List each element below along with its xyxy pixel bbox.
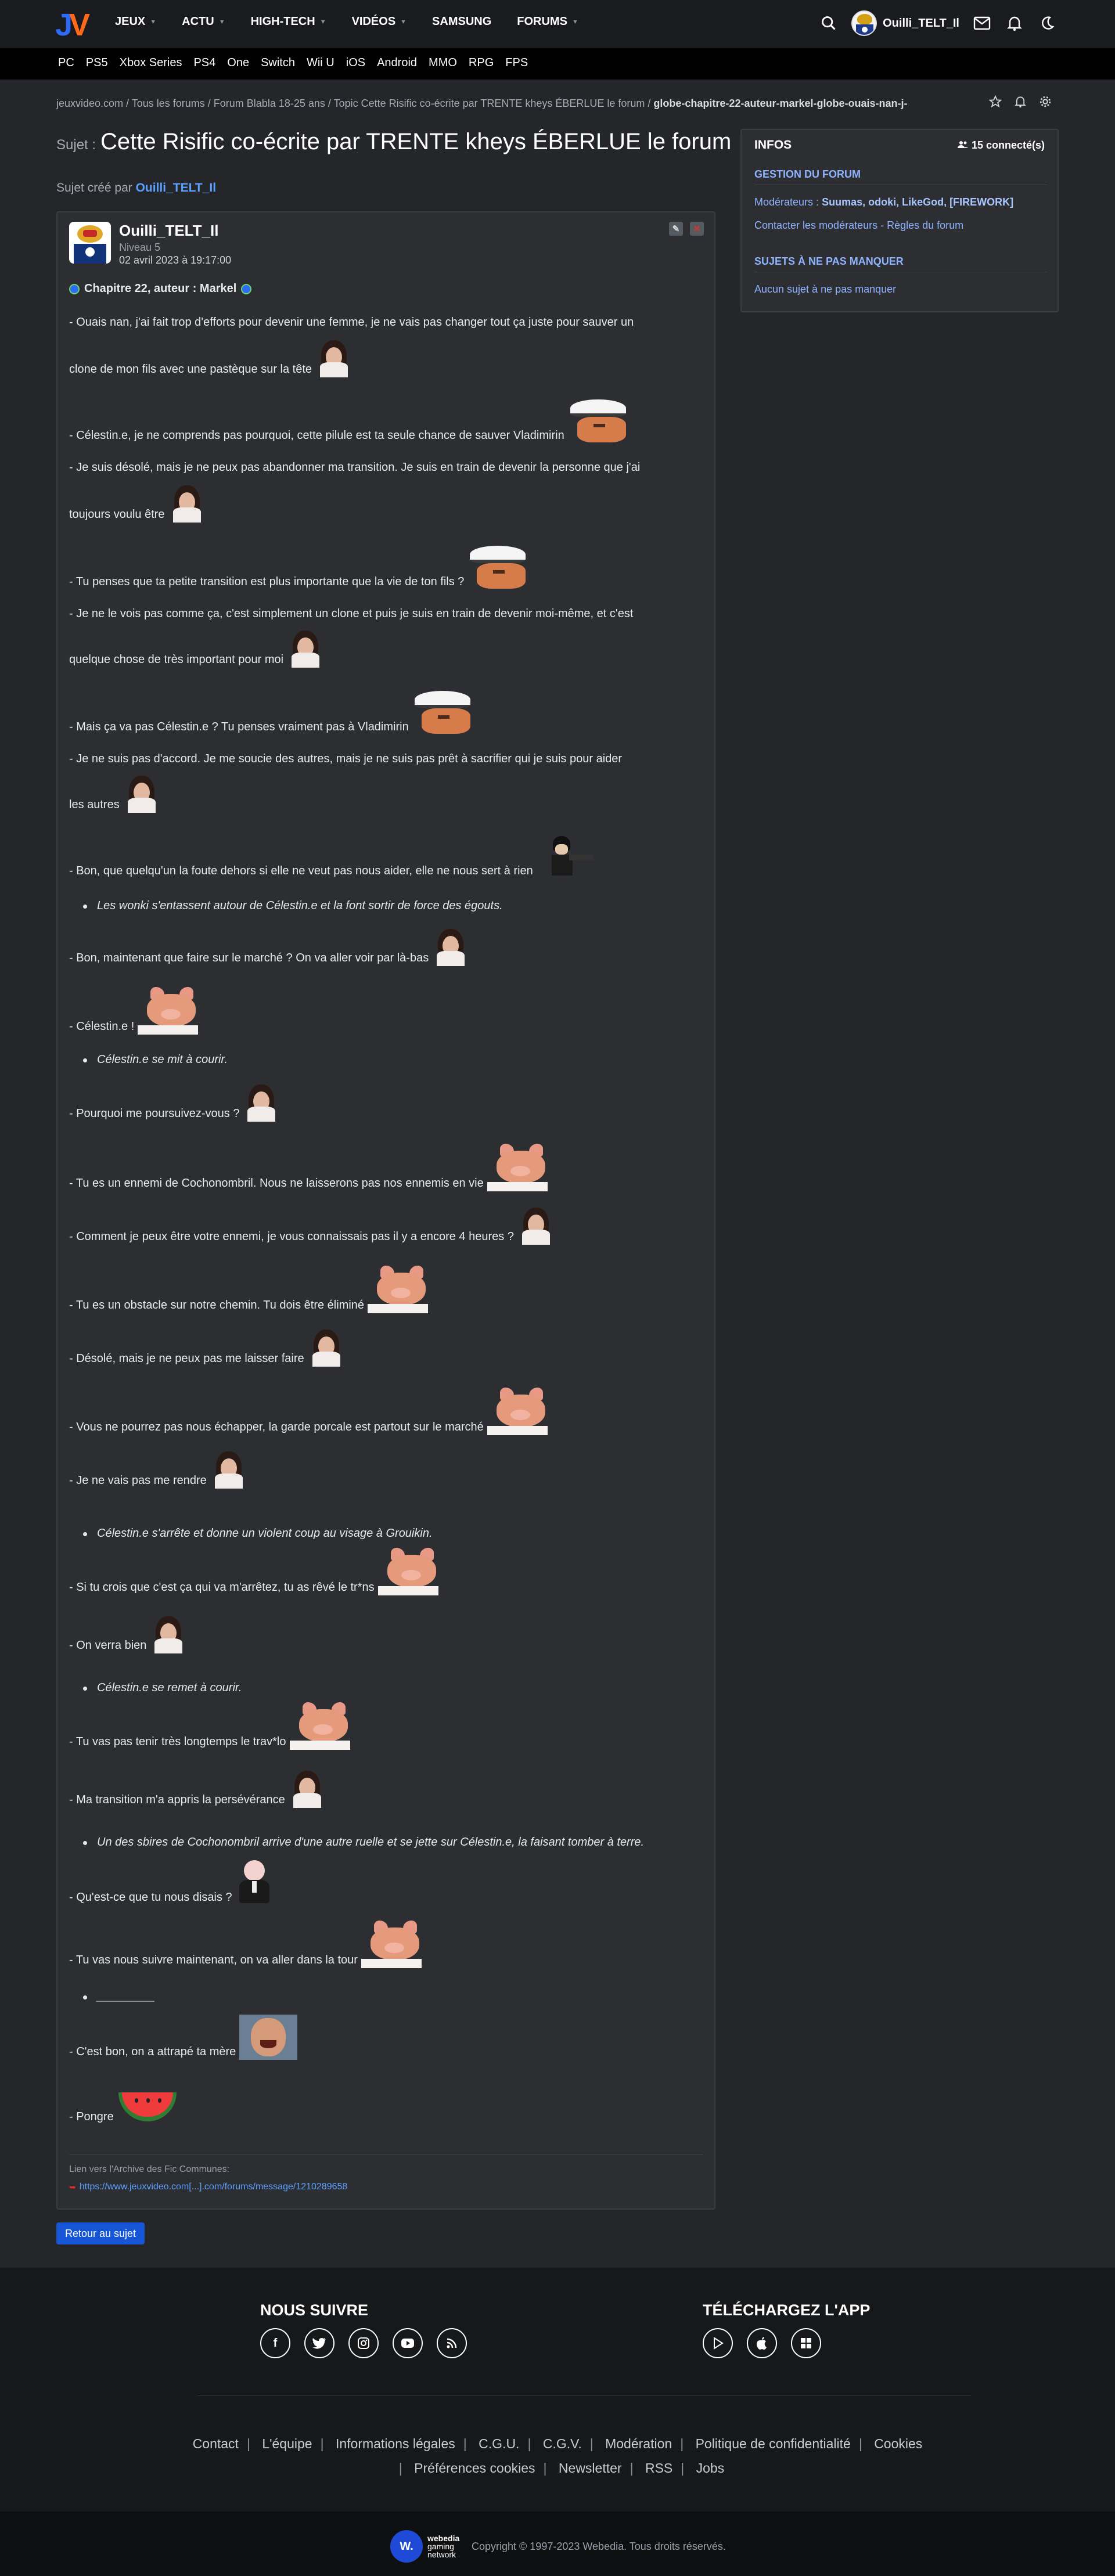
platform-fps[interactable]: FPS — [505, 56, 528, 69]
post-line: - Qu'est-ce que tu nous disais ? — [69, 1858, 274, 1905]
chevron-down-icon: ▼ — [218, 18, 225, 26]
issou-sticker-icon — [168, 484, 204, 523]
footer-link-cookies[interactable]: Cookies — [874, 2436, 923, 2451]
footer-link-privacy[interactable]: Politique de confidentialité — [695, 2436, 851, 2451]
menu-forums[interactable]: FORUMS ▼ — [517, 15, 578, 28]
post-line: - On verra bien — [69, 1615, 186, 1653]
platform-ps5[interactable]: PS5 — [85, 56, 108, 69]
breadcrumb-current: globe-chapitre-22-auteur-markel-globe-ouais-nan-j- — [653, 98, 908, 109]
jv-logo[interactable]: J V — [55, 8, 91, 42]
copyright-text: Copyright © 1997-2023 Webedia. Tous droits réservés. — [472, 2541, 726, 2552]
creator-link[interactable]: Ouilli_TELT_Il — [135, 181, 217, 194]
pig-sticker-icon — [378, 1548, 438, 1595]
issou-sticker-icon — [517, 1206, 553, 1245]
pig-suit-sticker-icon — [236, 1858, 274, 1905]
narration-bullet: Les wonki s'entassent autour de Célestin.e et la font sortir de force des égouts. — [83, 899, 503, 913]
pig-sticker-icon — [368, 1266, 428, 1313]
post-line: - Je ne le vois pas comme ça, c'est simplement un clone et puis je suis en train de devenir moi-même, et c'est — [69, 607, 634, 620]
post-line: quelque chose de très important pour moi — [69, 629, 323, 668]
subject-prefix: Sujet : — [56, 137, 96, 153]
rss-icon[interactable] — [437, 2328, 467, 2358]
bell-icon[interactable] — [1005, 13, 1024, 33]
footer-link-contact[interactable]: Contact — [192, 2436, 239, 2451]
windows-icon[interactable] — [791, 2328, 821, 2358]
post-line: - Désolé, mais je ne peux pas me laisser faire — [69, 1328, 344, 1367]
post-line: - Je suis désolé, mais je ne peux pas abandonner ma transition. Je suis en train de devenir la personne que j'ai — [69, 461, 641, 474]
post-line: - Tu es un obstacle sur notre chemin. Tu dois être éliminé — [69, 1266, 428, 1313]
dark-mode-icon[interactable] — [1037, 13, 1057, 33]
app-links — [703, 2328, 821, 2358]
menu-actu[interactable]: ACTU ▼ — [182, 15, 225, 28]
hat-man-sticker-icon — [467, 543, 528, 590]
contact-moderators-link[interactable]: Contacter les modérateurs - Règles du forum — [754, 219, 964, 231]
follow-title: NOUS SUIVRE — [260, 2301, 369, 2319]
facebook-icon[interactable]: f — [260, 2328, 290, 2358]
mail-icon[interactable] — [972, 13, 992, 33]
post-date[interactable]: 02 avril 2023 à 19:17:00 — [119, 254, 232, 266]
post-line: - Tu vas nous suivre maintenant, on va aller dans la tour — [69, 1921, 422, 1968]
issou-sticker-icon — [315, 339, 351, 377]
hat-man-sticker-icon — [568, 397, 628, 444]
platform-rpg[interactable]: RPG — [468, 56, 494, 69]
post-line: clone de mon fils avec une pastèque sur la tête — [69, 339, 351, 377]
link-icon: ➥ — [69, 2182, 76, 2192]
post-line: - Ma transition m'a appris la persévérance — [69, 1770, 325, 1808]
footer-link-cgu[interactable]: C.G.U. — [479, 2436, 520, 2451]
platform-bar — [0, 48, 1115, 80]
narration-bullet: Célestin.e se remet à courir. — [83, 1681, 242, 1695]
platform-switch[interactable]: Switch — [261, 56, 295, 69]
menu-high-tech[interactable]: HIGH-TECH ▼ — [250, 15, 326, 28]
forum-post — [56, 211, 715, 2210]
platform-android[interactable]: Android — [377, 56, 418, 69]
gunman-sticker-icon — [537, 834, 594, 879]
menu-samsung[interactable]: SAMSUNG — [432, 15, 492, 28]
post-line: - Ouais nan, j'ai fait trop d'efforts pour devenir une femme, je ne vais pas changer tout ça juste pour sauver un — [69, 316, 634, 329]
post-author-level: Niveau 5 — [119, 242, 161, 253]
avatar[interactable] — [69, 222, 111, 264]
hat-man-sticker-icon — [412, 689, 473, 735]
post-line: - Tu penses que ta petite transition est plus importante que la vie de ton fils ? — [69, 543, 528, 590]
moderators-line: Modérateurs : Suumas, odoki, LikeGod, [FIREWORK] — [754, 196, 1014, 208]
post-line: - Pongre — [69, 2089, 178, 2125]
connected-count: 15 connecté(s) — [958, 139, 1045, 152]
pig-sticker-icon — [361, 1921, 422, 1968]
bell-icon[interactable] — [1015, 95, 1026, 111]
narration-bullet: Célestin.e se mit à courir. — [83, 1053, 228, 1067]
back-to-topic-button[interactable]: Retour au sujet — [56, 2222, 145, 2244]
gear-icon[interactable] — [1039, 95, 1052, 111]
post-line: - Tu es un ennemi de Cochonombril. Nous ne laisserons pas nos ennemis en vie — [69, 1144, 548, 1191]
topic-creator: Sujet créé par Ouilli_TELT_Il — [56, 181, 217, 194]
chevron-down-icon: ▼ — [400, 18, 407, 26]
app-title: TÉLÉCHARGEZ L'APP — [703, 2301, 871, 2319]
section-topics: SUJETS À NE PAS MANQUER — [754, 255, 904, 267]
platform-one[interactable]: One — [227, 56, 250, 69]
google-play-icon[interactable] — [703, 2328, 733, 2358]
avatar — [851, 10, 877, 36]
footer-link-team[interactable]: L'équipe — [262, 2436, 312, 2451]
issou-sticker-icon — [287, 629, 323, 668]
platform-ps4[interactable]: PS4 — [193, 56, 216, 69]
issou-sticker-icon — [308, 1328, 344, 1367]
post-line: les autres — [69, 774, 159, 813]
chapter-title: Chapitre 22, auteur : Markel — [69, 282, 251, 296]
no-topic-text: Aucun sujet à ne pas manquer — [754, 283, 897, 295]
chevron-down-icon: ▼ — [319, 18, 326, 26]
footer-link-jobs[interactable]: Jobs — [696, 2460, 725, 2476]
issou-sticker-icon — [210, 1450, 246, 1489]
pig-sticker-icon — [487, 1144, 548, 1191]
star-icon[interactable] — [989, 95, 1002, 111]
issou-sticker-icon — [123, 774, 159, 813]
sidebar-title: INFOS — [754, 138, 792, 152]
post-line: - Tu vas pas tenir très longtemps le trav*lo — [69, 1702, 350, 1750]
archive-link[interactable]: ➥ https://www.jeuxvideo.com[...].com/forums/message/1210289658 — [69, 2182, 348, 2192]
webedia-logo[interactable]: W. webedia gaming network — [390, 2530, 459, 2563]
search-icon[interactable] — [819, 13, 839, 33]
copyright-bar — [0, 2512, 1115, 2576]
delete-icon[interactable]: ✕ — [690, 222, 704, 236]
divider — [197, 2395, 971, 2396]
platform-mmo[interactable]: MMO — [429, 56, 457, 69]
issou-sticker-icon — [150, 1615, 186, 1653]
issou-sticker-icon — [243, 1083, 279, 1122]
platform-pc[interactable]: PC — [58, 56, 74, 69]
username: Ouilli_TELT_Il — [883, 16, 959, 30]
post-line: - Je ne vais pas me rendre — [69, 1450, 246, 1489]
footer — [0, 2268, 1115, 2512]
issou-sticker-icon — [289, 1770, 325, 1808]
twitter-icon[interactable] — [304, 2328, 334, 2358]
footer-link-newsletter[interactable]: Newsletter — [558, 2460, 622, 2476]
platform-xbox-series[interactable]: Xbox Series — [119, 56, 182, 69]
social-links — [260, 2328, 467, 2358]
header-actions — [819, 10, 1057, 36]
pig-sticker-icon — [290, 1702, 350, 1750]
users-icon — [958, 139, 968, 152]
narration-bullet: Un des sbires de Cochonombril arrive d'une autre ruelle et se jette sur Célestin.e, la faisant tomber à terre. — [83, 1836, 644, 1849]
breadcrumb[interactable]: jeuxvideo.com / Tous les forums / Forum Blabla 18-25 ans / Topic Cette Risific co-écrite par TRENTE kheys ÉBERLUE le forum / globe-chapitre-22-auteur-markel-globe-ouais-nan-j- — [56, 98, 908, 109]
page-title — [56, 129, 731, 155]
post-line: - Je ne suis pas d'accord. Je me soucie des autres, mais je ne suis pas prêt à sacrifier qui je suis pour aider — [69, 752, 623, 765]
footer-links-2: | Préférences cookies | Newsletter | RSS | Jobs — [398, 2460, 725, 2476]
post-author[interactable]: Ouilli_TELT_Il — [119, 222, 219, 239]
section-manage: GESTION DU FORUM — [754, 168, 861, 180]
post-line: - Bon, que quelqu'un la foute dehors si elle ne veut pas nous aider, elle ne nous sert à rien — [69, 834, 594, 879]
post-line: - Vous ne pourrez pas nous échapper, la garde porcale est partout sur le marché — [69, 1388, 548, 1435]
youtube-icon[interactable] — [393, 2328, 423, 2358]
post-actions — [669, 222, 704, 236]
platform-ios[interactable]: iOS — [346, 56, 366, 69]
post-line: - Comment je peux être votre ennemi, je vous connaissais pas il y a encore 4 heures ? — [69, 1206, 553, 1245]
post-line: - Bon, maintenant que faire sur le marché ? On va aller voir par là-bas — [69, 928, 468, 966]
post-line: - Mais ça va pas Célestin.e ? Tu penses vraiment pas à Vladimirin — [69, 689, 473, 735]
moderators-list[interactable]: Suumas, odoki, LikeGod, [FIREWORK] — [822, 196, 1014, 208]
post-line: - Célestin.e, je ne comprends pas pourquoi, cette pilule est ta seule chance de sauver Vladimirin — [69, 397, 628, 444]
footer-link-legal[interactable]: Informations légales — [335, 2436, 455, 2451]
separator-bullet: _________ — [83, 1990, 155, 2004]
edit-icon[interactable]: ✎ — [669, 222, 683, 236]
platform-wii-u[interactable]: Wii U — [306, 56, 334, 69]
pig-sticker-icon — [487, 1388, 548, 1435]
topic-title: Cette Risific co-écrite par TRENTE kheys ÉBERLUE le forum — [100, 129, 732, 154]
post-line: - Pourquoi me poursuivez-vous ? — [69, 1083, 279, 1122]
post-footer: Lien vers l'Archive des Fic Communes: ➥ https://www.jeuxvideo.com[...].com/forums/message/1210289658 — [69, 2164, 348, 2192]
globe-icon — [241, 284, 251, 294]
pig-sticker-icon — [138, 987, 198, 1035]
chevron-down-icon: ▼ — [150, 18, 157, 26]
apple-icon[interactable] — [747, 2328, 777, 2358]
watermelon-sticker-icon — [117, 2089, 178, 2125]
instagram-icon[interactable] — [348, 2328, 379, 2358]
issou-sticker-icon — [432, 928, 468, 966]
post-line: toujours voulu être — [69, 484, 204, 523]
globe-icon — [69, 284, 80, 294]
chevron-down-icon: ▼ — [571, 18, 578, 26]
footer-link-moderation[interactable]: Modération — [605, 2436, 672, 2451]
user-menu[interactable] — [851, 10, 959, 36]
footer-link-cookie-prefs[interactable]: Préférences cookies — [414, 2460, 535, 2476]
footer-link-cgv[interactable]: C.G.V. — [542, 2436, 582, 2451]
laughing-man-sticker-icon — [239, 2015, 297, 2060]
post-line: - C'est bon, on a attrapé ta mère — [69, 2015, 297, 2060]
main-menu — [115, 15, 604, 28]
topic-actions — [989, 95, 1052, 111]
footer-links: Contact | L'équipe | Informations légales | C.G.U. | C.G.V. | Modération | Politique de confidentialité | Cookies — [192, 2436, 923, 2451]
footer-link-rss[interactable]: RSS — [645, 2460, 673, 2476]
post-line: - Célestin.e ! — [69, 987, 198, 1035]
post-line: - Si tu crois que c'est ça qui va m'arrêtez, tu as rêvé le tr*ns — [69, 1548, 438, 1595]
menu-videos[interactable]: VIDÉOS ▼ — [351, 15, 407, 28]
forum-info-sidebar — [740, 129, 1059, 312]
top-navbar — [0, 0, 1115, 48]
menu-jeux[interactable]: JEUX ▼ — [115, 15, 157, 28]
narration-bullet: Célestin.e s'arrête et donne un violent coup au visage à Grouikin. — [83, 1527, 433, 1540]
